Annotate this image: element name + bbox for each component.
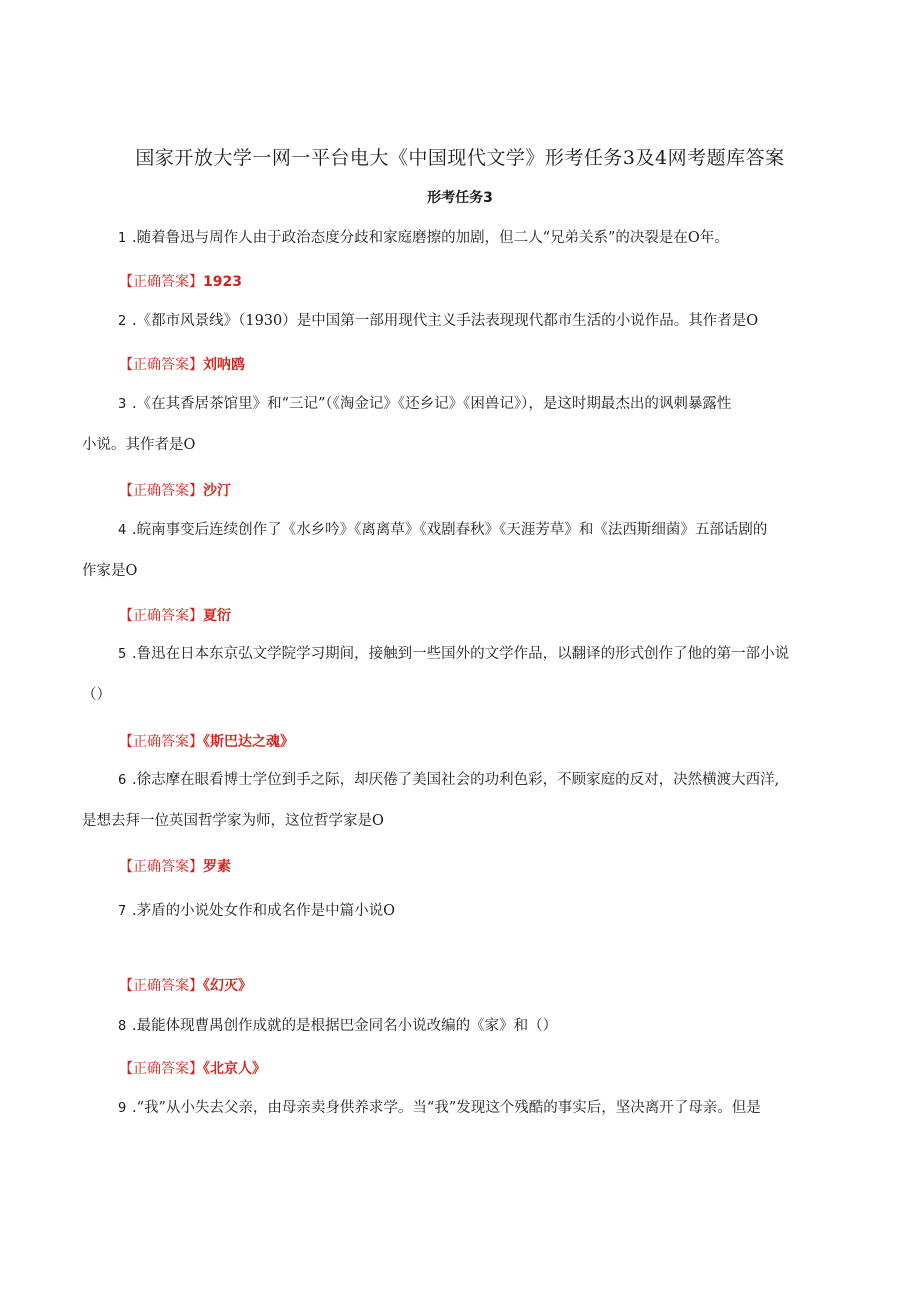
answer-label: 【正确答案】 <box>119 483 203 499</box>
question-text-continued: 作家是O <box>82 563 138 579</box>
answer-label: 【正确答案】 <box>119 859 203 875</box>
question-number: 8 <box>118 1019 127 1034</box>
question-number: 5 <box>118 647 127 662</box>
question-number: 3 <box>118 397 127 412</box>
answer <box>119 856 231 876</box>
answer <box>119 975 252 995</box>
answer-value: 《幻灭》 <box>203 978 252 994</box>
answer-label: 【正确答案】 <box>119 357 203 373</box>
question-number: 7 <box>118 904 127 919</box>
answer-value: 夏衍 <box>203 608 231 624</box>
answer <box>119 480 231 500</box>
document-title: 国家开放大学一网一平台电大《中国现代文学》形考任务3及4网考题库答案 <box>135 147 785 169</box>
question-text: .茅盾的小说处女作和成名作是中篇小说O <box>132 903 395 919</box>
answer-value: 《斯巴达之魂》 <box>203 734 294 750</box>
question-number: 4 <box>118 523 127 538</box>
question-text: .“我”从小失去父亲，由母亲卖身供养求学。当“我”发现这个残酷的事实后，坚决离开了母亲。但是 <box>132 1100 761 1116</box>
question-text: .《在其香居茶馆里》和“三记”（《淘金记》《还乡记》《困兽记》），是这时期最杰出的讽刺暴露性 <box>132 396 732 412</box>
answer-label: 【正确答案】 <box>119 274 203 290</box>
answer <box>119 1058 266 1078</box>
question-text: .最能体现曹禺创作成就的是根据巴金同名小说改编的《家》和（） <box>132 1018 558 1034</box>
section-heading: 形考任务3 <box>427 190 493 206</box>
question-text: .随着鲁迅与周作人由于政治态度分歧和家庭磨擦的加剧，但二人“兄弟关系”的决裂是在O年。 <box>132 230 729 246</box>
question-text-continued: 是想去拜一位英国哲学家为师，这位哲学家是O <box>82 813 384 829</box>
answer <box>119 605 231 625</box>
answer-label: 【正确答案】 <box>119 978 203 994</box>
answer <box>119 731 294 751</box>
question-number: 9 <box>118 1101 127 1116</box>
question-number: 2 <box>118 314 127 329</box>
answer-value: 1923 <box>203 274 242 290</box>
answer-value: 刘呐鸥 <box>203 357 245 373</box>
answer-value: 沙汀 <box>203 483 231 499</box>
answer-label: 【正确答案】 <box>119 1061 203 1077</box>
answer-value: 罗素 <box>203 859 231 875</box>
question-text: .皖南事变后连续创作了《水乡吟》《离离草》《戏剧春秋》《天涯芳草》和《法西斯细菌》五部话剧的 <box>132 522 768 538</box>
answer-label: 【正确答案】 <box>119 734 203 750</box>
answer-value: 《北京人》 <box>203 1061 266 1077</box>
question-text-continued: （） <box>82 687 111 703</box>
answer <box>119 354 245 374</box>
answer <box>119 271 242 291</box>
question-number: 6 <box>118 773 127 788</box>
question-text: .徐志摩在眼看博士学位到手之际，却厌倦了美国社会的功利色彩，不顾家庭的反对，决然横渡大西洋, <box>132 772 780 788</box>
question-number: 1 <box>118 231 127 246</box>
question-text: .《都市风景线》（1930）是中国第一部用现代主义手法表现现代都市生活的小说作品。其作者是O <box>132 313 759 329</box>
answer-label: 【正确答案】 <box>119 608 203 624</box>
question-text: .鲁迅在日本东京弘文学院学习期间，接触到一些国外的文学作品，以翻译的形式创作了他的第一部小说 <box>132 646 790 662</box>
question-text-continued: 小说。其作者是O <box>82 437 196 453</box>
